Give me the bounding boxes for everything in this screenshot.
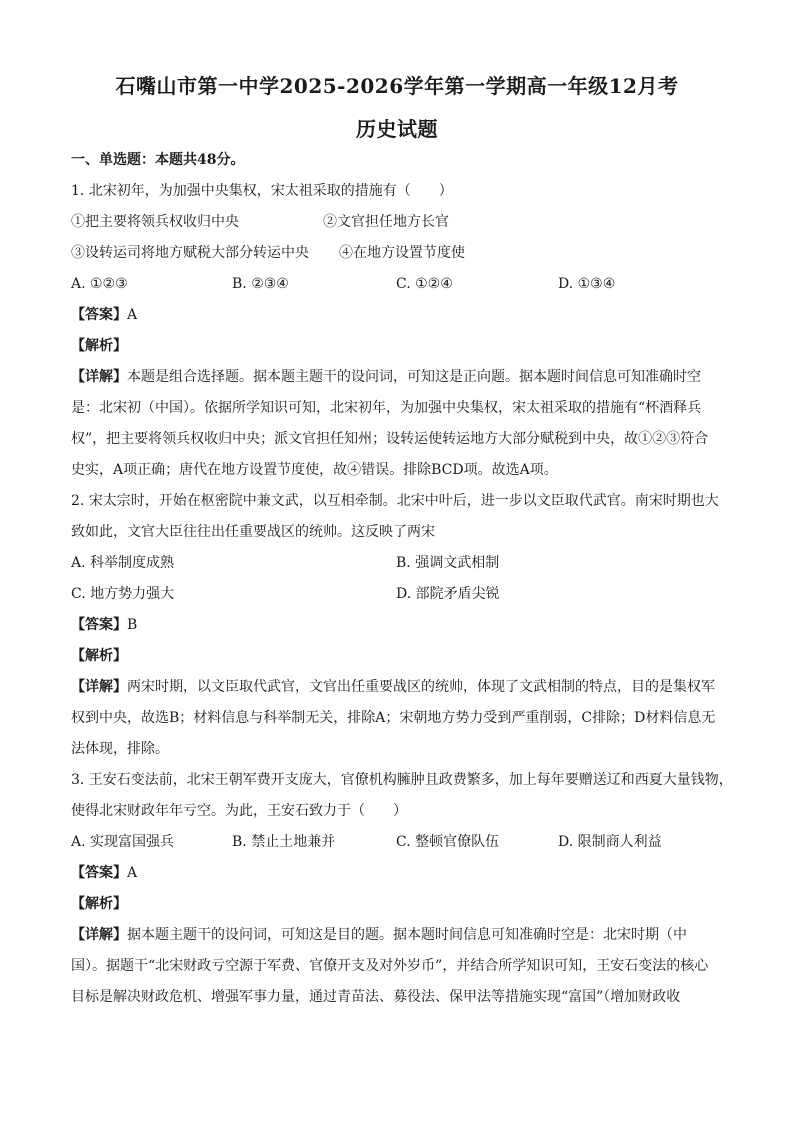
q1-detail-line-3: 权”，把主要将领兵权收归中央；派文官担任知州；设转运使转运地方大部分赋税到中央，故①②③符合 [71, 431, 709, 447]
section-heading: 一、单选题：本题共48分。 [71, 152, 245, 168]
exam-subtitle: 历史试题 [356, 117, 438, 141]
q3-option-a: A. 实现富国强兵 [71, 834, 175, 850]
q2-answer-value: B [127, 617, 138, 633]
q2-stem-line-2: 致如此，文官大臣往往出任重要战区的统帅。这反映了两宋 [71, 524, 435, 540]
q3-detail-text-1: 据本题主题干的设问词，可知这是目的题。据本题时间信息可知准确时空是：北宋时期（中 [127, 927, 687, 943]
exam-title: 石嘴山市第一中学2025-2026学年第一学期高一年级12月考 [115, 74, 679, 98]
q1-detail-tag: 【详解】 [71, 369, 127, 385]
q1-detail-line-4: 史实，A项正确；唐代在地方设置节度使，故④错误。排除BCD项。故选A项。 [71, 462, 558, 478]
q2-option-c: C. 地方势力强大 [71, 586, 175, 602]
q3-detail-line-1 [71, 925, 687, 945]
q3-option-d: D. 限制商人利益 [558, 834, 662, 850]
q1-statement-1: ①把主要将领兵权收归中央 [71, 214, 239, 230]
q3-answer-value: A [127, 865, 138, 881]
q2-detail-line-3: 法体现，排除。 [71, 741, 169, 757]
q1-detail-line-1 [71, 367, 701, 387]
q3-stem-line-2: 使得北宋财政年年亏空。为此，王安石致力于（ ） [71, 803, 407, 819]
q3-answer-tag: 【答案】 [71, 865, 127, 881]
q3-detail-line-3: 目标是解决财政危机、增强军事力量，通过青苗法、募役法、保甲法等措施实现“富国”（增加财政收 [71, 989, 681, 1005]
q2-answer [71, 615, 137, 635]
q2-analysis-tag: 【解析】 [71, 648, 127, 664]
q2-stem-line-1: 2. 宋太宗时，开始在枢密院中兼文武，以互相牵制。北宋中叶后，进一步以文臣取代武官。南宋时期也大 [71, 493, 719, 509]
q1-statement-4: ④在地方设置节度使 [339, 245, 465, 261]
q1-answer-value: A [127, 307, 138, 323]
q1-answer [71, 305, 137, 325]
q1-stem: 1. 北宋初年，为加强中央集权，宋太祖采取的措施有（ ） [71, 183, 453, 199]
q1-statement-2: ②文官担任地方长官 [323, 214, 449, 230]
q2-option-d: D. 部院矛盾尖锐 [396, 586, 500, 602]
q2-option-a: A. 科举制度成熟 [71, 555, 175, 571]
q3-detail-line-2: 国）。据题干“北宋财政亏空源于军费、官僚开支及对外岁币”，并结合所学知识可知，王安石变法的核心 [71, 958, 709, 974]
q1-analysis-tag: 【解析】 [71, 338, 127, 354]
q3-stem-line-1: 3. 王安石变法前，北宋王朝军费开支庞大，官僚机构臃肿且政费繁多，加上每年要赠送辽和西夏大量钱物， [71, 772, 733, 788]
q3-option-b: B. 禁止土地兼并 [232, 834, 336, 850]
q1-detail-text-1: 本题是组合选择题。据本题主题干的设问词，可知这是正向题。据本题时间信息可知准确时空 [127, 369, 701, 385]
q1-answer-tag: 【答案】 [71, 307, 127, 323]
q2-detail-line-1 [71, 677, 715, 697]
q1-option-d: D. ①③④ [558, 276, 616, 292]
q2-detail-text-1: 两宋时期，以文臣取代武官，文官出任重要战区的统帅，体现了文武相制的特点，目的是集权军 [127, 679, 715, 695]
q1-option-c: C. ①②④ [396, 276, 453, 292]
q1-detail-line-2: 是：北宋初（中国）。依据所学知识可知，北宋初年，为加强中央集权，宋太祖采取的措施有“杯酒释兵 [71, 400, 702, 416]
q2-answer-tag: 【答案】 [71, 617, 127, 633]
q2-detail-tag: 【详解】 [71, 679, 127, 695]
q1-option-a: A. ①②③ [71, 276, 128, 292]
q3-analysis-tag: 【解析】 [71, 896, 127, 912]
q1-statement-3: ③设转运司将地方赋税大部分转运中央 [71, 245, 309, 261]
q2-option-b: B. 强调文武相制 [396, 555, 500, 571]
q3-detail-tag: 【详解】 [71, 927, 127, 943]
q1-option-b: B. ②③④ [232, 276, 289, 292]
q2-detail-line-2: 权到中央，故选B；材料信息与科举制无关，排除A；宋朝地方势力受到严重削弱，C排除；D材料信息无 [71, 710, 716, 726]
q3-answer [71, 863, 137, 883]
q3-option-c: C. 整顿官僚队伍 [396, 834, 500, 850]
